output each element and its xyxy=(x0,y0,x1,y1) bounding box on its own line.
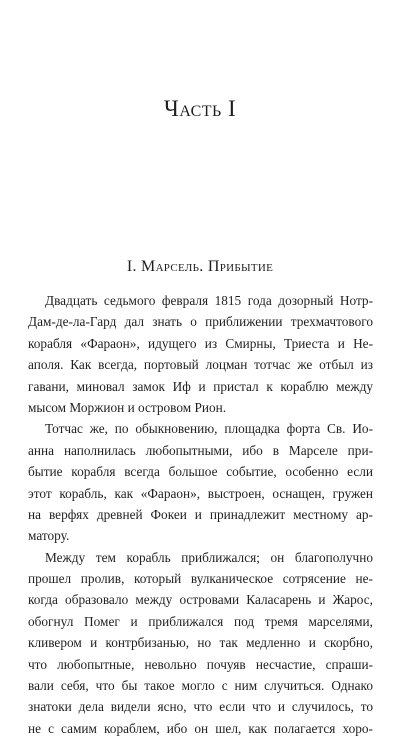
text-line: этот корабль, как «Фараон», выстроен, оснащен, гружен xyxy=(28,485,373,501)
text-line: Между тем корабль приближался; он благополучно xyxy=(45,549,373,565)
text-line: гавани, миновал замок Иф и пристал к кораблю между xyxy=(28,378,373,394)
text-line: когда образовало между островами Каласарень и Жарос, xyxy=(28,592,373,608)
text-line: Тотчас же, по обыкновению, площадка форта Св. Ио- xyxy=(45,421,373,437)
text-line: корабля «Фараон», идущего из Смирны, Триеста и Не- xyxy=(28,335,373,351)
part-title: Часть I xyxy=(163,96,237,121)
text-line: кливером и контрбизанью, но так медленно и скорбно, xyxy=(28,635,373,651)
text-line: анна наполнилась любопытными, ибо в Марселе при- xyxy=(28,442,373,458)
text-line: вали себя, что бы такое могло с ним случиться. Однако xyxy=(28,678,373,694)
text-line: что любопытные, невольно почуяв несчастие, спраши- xyxy=(28,656,373,672)
text-line: на верфях древней Фокеи и принадлежит местному ар- xyxy=(28,506,373,522)
paragraph-2 xyxy=(28,418,373,546)
chapter-title: I. Марсель. Прибытие xyxy=(126,258,274,275)
text-line: мысом Моржион и островом Рион. xyxy=(28,399,227,415)
paragraph-1 xyxy=(28,290,373,418)
chapter-body xyxy=(28,290,373,739)
text-line: знатоки дела видели ясно, что если что и случилось, то xyxy=(28,699,373,715)
paragraph-3 xyxy=(28,547,373,739)
text-line: обогнул Помег и приближался под тремя марселями, xyxy=(28,613,373,629)
text-line: матору. xyxy=(28,528,70,544)
text-line: бытие корабля всегда большое событие, особенно если xyxy=(28,464,373,480)
text-line: прошел пролив, который вулканическое сотрясение не- xyxy=(28,571,373,587)
text-line: не с самим кораблем, ибо он шел, как полагается хоро- xyxy=(28,720,373,736)
text-line: Двадцать седьмого февраля 1815 года дозорный Нотр- xyxy=(45,293,373,308)
text-line: Дам-де-ла-Гард дал знать о приближении трехмачтового xyxy=(28,314,373,330)
text-line: аполя. Как всегда, портовый лоцман тотчас же отбыл из xyxy=(28,357,373,373)
